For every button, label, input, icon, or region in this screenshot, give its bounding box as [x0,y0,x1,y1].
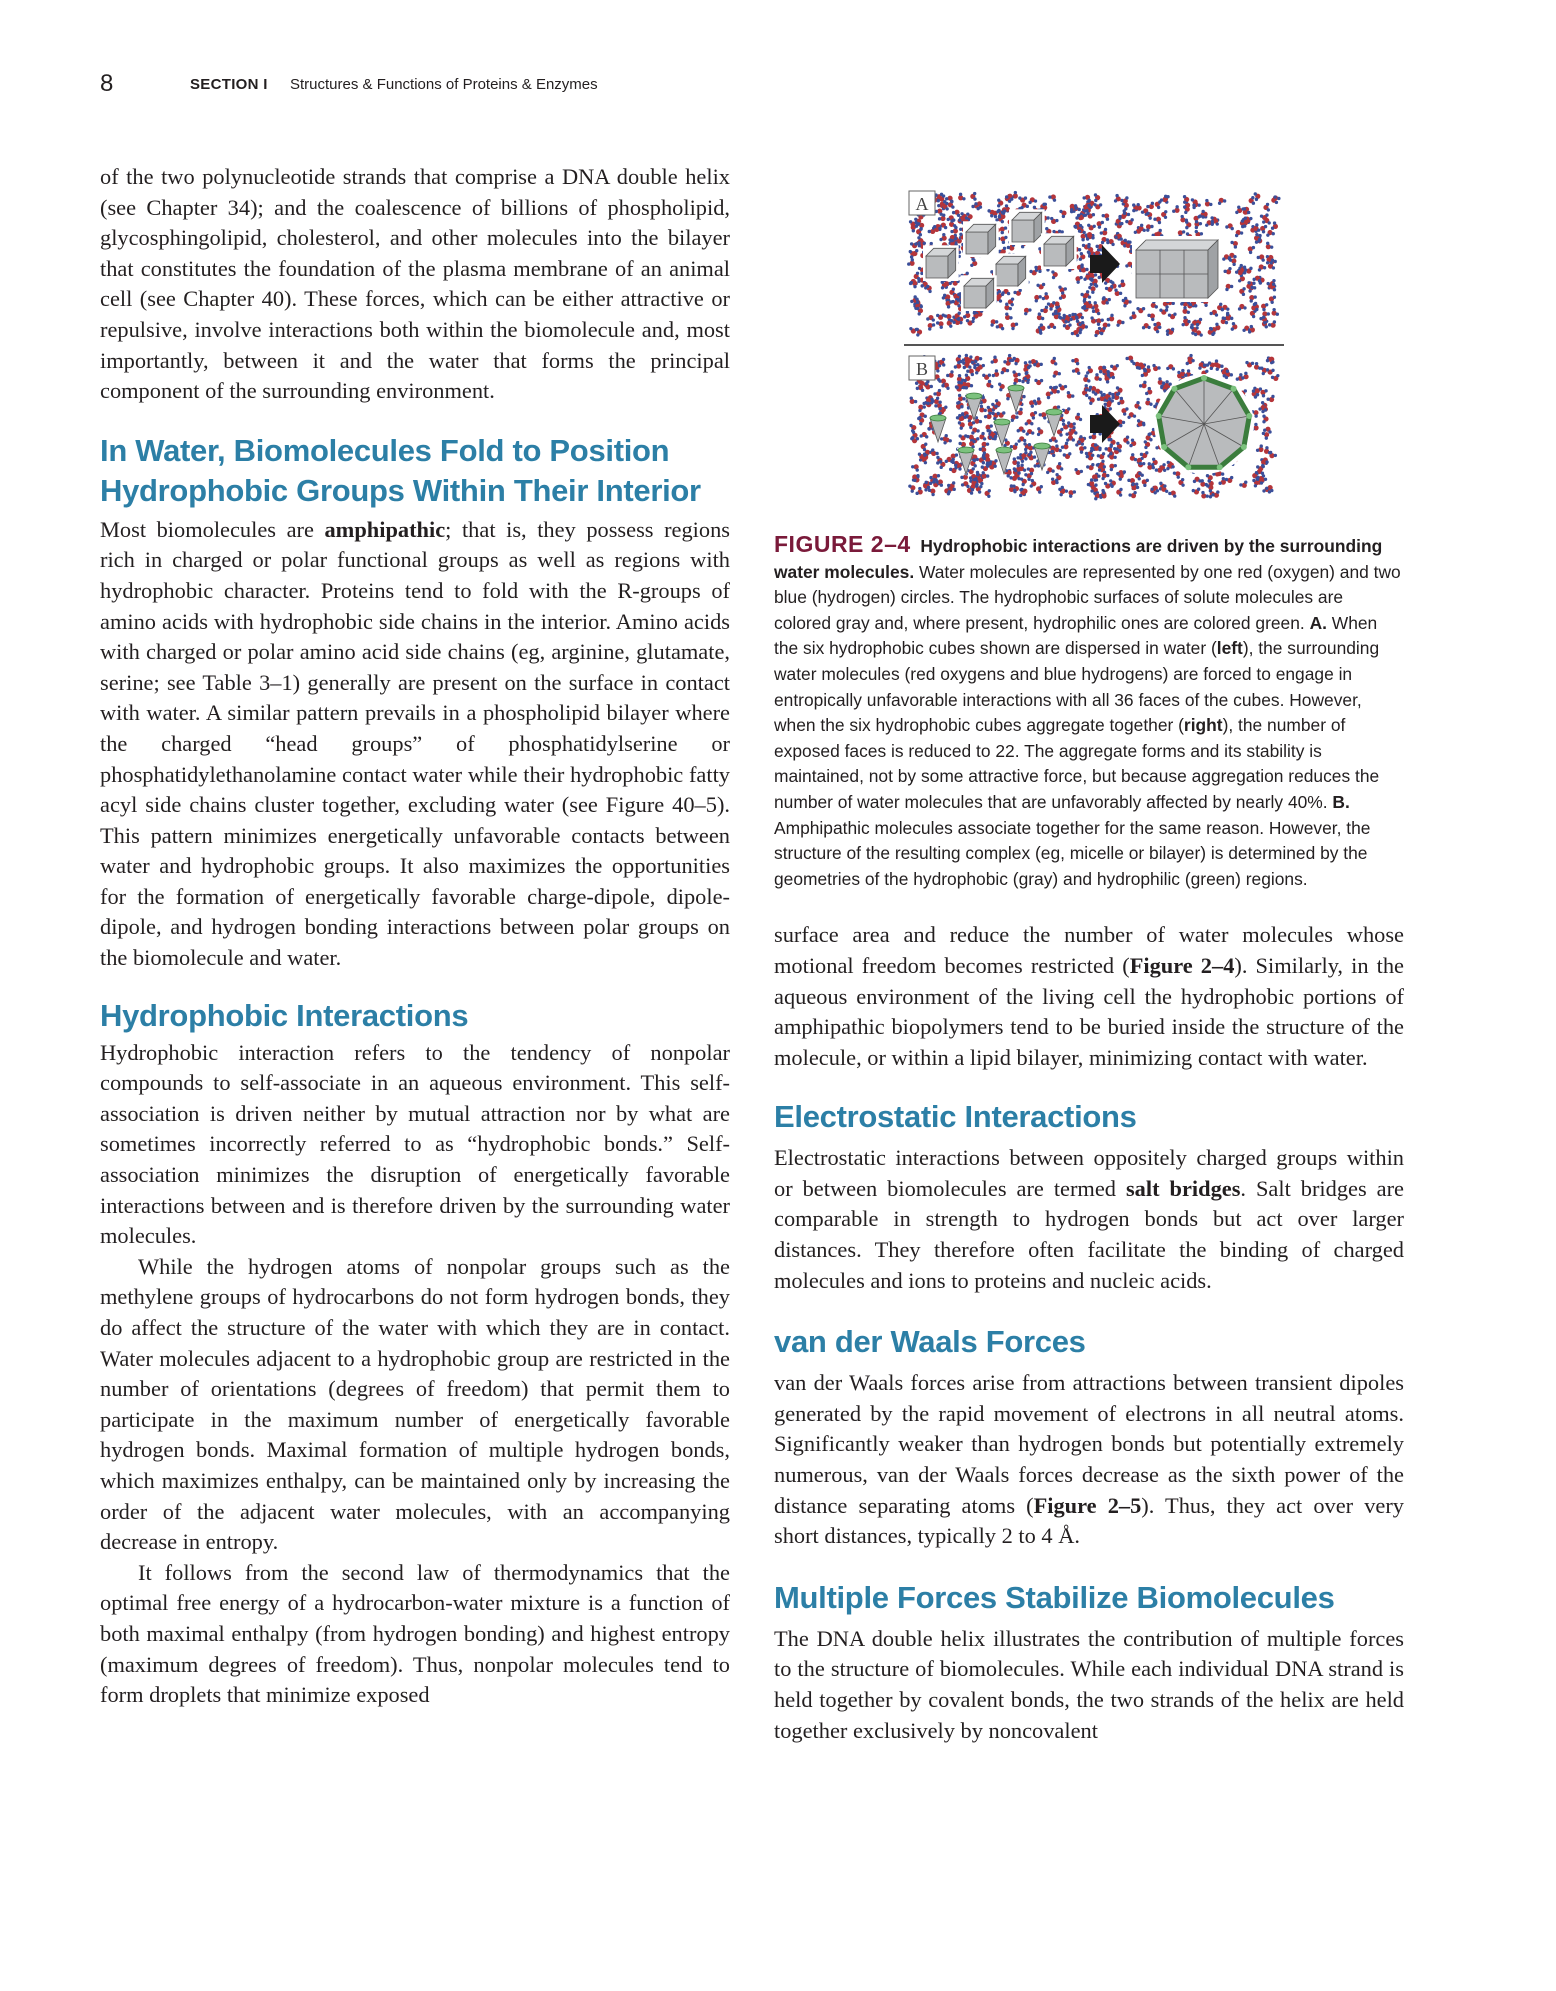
continued-paragraph: surface area and reduce the number of water molecules whose motional freedom becomes restricted (Figure 2–4). Similarly, in the aqueous environment of the living cell the hydrophobic portions of amphipathic biopolymers tend to be buried inside the structure of the molecule, or within a lipid bilayer, minimizing contact with water. [774,922,1404,1070]
water-molecule [998,383,1005,392]
water-molecule [1221,305,1230,311]
water-molecule [1102,322,1110,330]
water-molecule [971,427,980,434]
water-molecule [1102,366,1110,374]
water-molecule [1020,203,1029,210]
water-molecule [1094,443,1102,451]
heading-van-der-waals: van der Waals Forces [774,1324,1086,1360]
water-molecule [1263,203,1270,212]
water-molecule [1161,210,1167,219]
water-molecule [1059,291,1066,300]
water-molecule [1055,473,1061,482]
water-molecule [914,272,921,281]
water-molecule [928,489,936,497]
heading-electrostatic: Electrostatic Interactions [774,1099,1137,1135]
water-molecule [1011,323,1019,331]
water-molecule [1001,289,1010,296]
water-molecule [984,489,990,498]
water-molecule [1226,313,1234,321]
water-molecule [1269,296,1276,304]
water-molecule [948,200,955,209]
water-molecule [1051,270,1058,279]
water-molecule [1262,432,1269,440]
figure-ref-2-5: Figure 2–5 [1033,1492,1142,1518]
figure-label: FIGURE 2–4 [774,531,911,557]
water-molecule [979,447,987,455]
water-molecule [1017,426,1026,432]
water-molecule [1178,478,1184,487]
water-molecule [1125,356,1133,363]
water-molecule [1173,471,1181,479]
water-molecule [935,209,943,216]
water-molecule [1145,387,1152,395]
water-molecule [1080,265,1088,272]
water-molecule [1225,223,1234,230]
water-molecule [1152,364,1160,371]
water-molecule [1145,398,1152,406]
water-molecule [1105,285,1114,292]
water-molecule [1050,217,1059,224]
water-molecule [1271,221,1278,230]
water-molecule [1125,218,1134,225]
water-molecule [1250,309,1257,318]
hydrophobic-cube [923,245,959,281]
water-molecule [1127,412,1136,419]
water-molecule [1110,364,1119,371]
water-molecule [982,471,990,479]
water-molecule [1026,429,1035,436]
water-molecule [1118,212,1126,220]
water-molecule [910,396,918,404]
water-molecule [1238,304,1247,311]
fold-text-b: ; that is, they possess regions rich in charged or polar functional groups as well as regions with hydrophobic character. Proteins tend to fold with the R-groups of amino acids with hydrophobic side chains in the interior. Amino acids with charged or polar amino acid side chains (eg, arginine, glutamate, serine; see Table 3–1) generally are present on the surface in contact with water. A similar pattern prevails in a phospholipid bilayer where the charged “head groups” of phosphatidylserine or phosphatidylethanolamine contact water while their hydrophobic fatty acyl side chains cluster together, excluding water (see Figure 40–5). This pattern minimizes energetically unfavorable contacts between water and hydrophobic groups. It also maximizes the opportunities for the formation of energetically favorable charge-dipole, dipole-dipole, and hydrogen bonding interactions between polar groups on the biomolecule and water. [100,516,730,971]
hydrophobic-illustration [904,186,1284,504]
heading-multiple-forces: Multiple Forces Stabilize Biomolecules [774,1579,1335,1615]
water-molecule [1166,364,1175,371]
water-molecule [1159,308,1168,314]
water-molecule [1230,241,1238,249]
section-label: SECTION I [190,76,268,93]
water-molecule [1072,368,1080,375]
water-molecule [1056,462,1063,471]
water-molecule [1062,407,1071,414]
water-molecule [1102,213,1110,221]
water-molecule [1012,370,1020,377]
water-molecule [1050,357,1057,366]
water-molecule [1130,453,1137,461]
water-molecule [1142,323,1151,329]
water-molecule [1153,217,1161,225]
water-molecule [1077,435,1084,444]
water-molecule [1245,361,1254,368]
left-column [100,162,730,1711]
water-molecule [907,258,915,266]
hydro-paragraph-1: Hydrophobic interaction refers to the tendency of nonpolar compounds to self-associate in an aqueous environment. This self-association is driven neither by mutual attraction nor by what are sometimes incorrectly referred to as “hydrophobic bonds.” Self-association minimizes the disruption of energetically favorable interactions between and is therefore driven by the surrounding water molecules. [100,1039,730,1249]
arrow-icon [1090,245,1120,283]
water-molecule [954,361,962,369]
water-molecule [1066,435,1075,441]
section-title: Structures & Functions of Proteins & Enzymes [290,76,598,93]
water-molecule [1228,253,1237,260]
water-molecule [1116,488,1122,497]
water-molecule [981,464,990,471]
water-molecule [1059,210,1066,218]
water-molecule [946,370,954,378]
water-molecule [1030,411,1037,420]
term-amphipathic: amphipathic [324,516,446,542]
water-molecule [952,210,960,217]
water-molecule [1248,246,1255,254]
water-molecule [1260,389,1267,397]
water-molecule [1158,377,1166,385]
water-molecule [1086,212,1095,219]
water-molecule [1266,242,1274,250]
heading-hydrophobic: Hydrophobic Interactions [100,997,469,1033]
water-molecule [939,460,946,469]
water-molecule [918,405,926,413]
water-molecule [1209,310,1218,317]
water-molecule [1109,464,1117,472]
water-molecule [1231,322,1238,331]
water-molecule [1118,279,1125,287]
water-molecule [1047,323,1056,329]
water-molecule [1067,391,1075,399]
water-molecule [1115,442,1122,451]
water-molecule [947,319,954,328]
panel-b-label: B [915,359,929,379]
water-molecule [1037,427,1043,436]
water-molecule [1005,312,1013,320]
figure-2-4-illustration [904,186,1284,504]
water-molecule [1029,269,1038,276]
water-molecule [1168,313,1177,320]
water-molecule [982,374,991,380]
water-molecule [1079,252,1086,261]
water-molecule [1192,488,1201,495]
water-molecule [1135,472,1142,481]
water-molecule [916,228,923,237]
water-molecule [1136,307,1145,313]
water-molecule [1129,439,1136,448]
water-molecule [921,443,928,452]
water-molecule [1057,428,1064,437]
water-molecule [1146,224,1154,232]
water-molecule [1266,368,1275,374]
water-molecule [1068,490,1076,498]
water-molecule [1183,316,1191,324]
hydrophobic-cube [963,221,999,257]
water-molecule [1020,477,1027,486]
water-molecule [1086,366,1093,375]
water-molecule [948,486,956,493]
water-molecule [916,385,925,392]
water-molecule [1000,236,1007,244]
fold-paragraph [100,515,730,974]
water-molecule [1249,295,1257,303]
water-molecule [1258,264,1266,271]
water-molecule [1218,477,1226,485]
water-molecule [1097,452,1106,459]
water-molecule [1235,205,1242,214]
water-molecule [1120,196,1128,203]
water-molecule [1034,379,1043,385]
micelle [1154,374,1254,474]
water-molecule [997,199,1003,208]
water-molecule [1030,479,1037,488]
water-molecule [992,369,999,377]
water-molecule [1019,464,1026,472]
water-molecule [994,399,1001,408]
water-molecule [1172,205,1180,213]
water-molecule [1028,453,1036,460]
water-molecule [1134,401,1141,410]
water-molecule [1087,478,1095,486]
water-molecule [933,389,941,397]
figure-ref-2-4: Figure 2–4 [1129,952,1235,978]
water-molecule [965,414,972,422]
water-molecule [984,412,992,420]
water-molecule [1094,373,1102,381]
water-molecule [1017,436,1026,443]
water-molecule [996,323,1005,330]
water-molecule [957,374,965,382]
water-molecule [1075,276,1082,284]
water-molecule [1001,367,1010,374]
water-molecule [959,434,968,440]
water-molecule [1261,303,1268,311]
water-molecule [1268,320,1276,327]
water-molecule [1107,314,1115,322]
water-molecule [1071,358,1079,365]
water-molecule [1144,440,1151,449]
water-molecule [1039,412,1047,419]
water-molecule [915,487,922,495]
water-molecule [1000,226,1008,234]
water-molecule [1147,313,1155,321]
water-molecule [936,321,944,329]
water-molecule [1097,221,1104,229]
water-molecule [1013,378,1021,385]
water-molecule [1264,446,1271,454]
water-molecule [1139,381,1147,389]
hydrophobic-cube [1041,233,1077,269]
water-molecule [1088,396,1095,405]
fold-text-a: Most biomolecules are [100,516,325,542]
term-salt-bridges: salt bridges [1125,1175,1241,1201]
water-molecule [926,315,935,322]
water-molecule [1252,471,1259,480]
water-molecule [1074,468,1083,475]
water-molecule [1114,289,1122,296]
page-header [100,70,1400,100]
water-molecule [1249,196,1256,205]
water-molecule [1088,286,1095,294]
water-molecule [1097,393,1105,401]
water-molecule [936,313,945,319]
water-molecule [974,416,982,424]
water-molecule [1058,384,1067,391]
water-molecule [1100,228,1108,236]
water-molecule [1272,308,1280,316]
hydrophobic-cube [993,253,1029,289]
water-molecule [1075,413,1082,421]
water-molecule [1260,477,1268,485]
water-molecule [1168,490,1176,497]
figure-title: Hydrophobic interactions are driven by the surrounding water molecules. [774,536,1383,582]
water-molecule [958,421,965,430]
water-molecule [1013,289,1022,296]
hydrophobic-cube [1009,209,1045,245]
water-molecule [1254,362,1262,370]
water-molecule [1101,473,1109,480]
water-molecule [963,310,970,318]
water-molecule [961,481,970,488]
water-molecule [1036,485,1043,494]
water-molecule [1036,283,1045,290]
water-molecule [1262,414,1268,423]
water-molecule [1257,254,1265,261]
water-molecule [1028,197,1037,204]
water-molecule [1114,194,1121,203]
water-molecule [1256,444,1264,452]
water-molecule [1142,479,1149,487]
water-molecule [1093,203,1102,209]
water-molecule [1086,463,1094,470]
water-molecule [1087,224,1096,231]
water-molecule [1151,458,1158,467]
multiple-forces-paragraph: The DNA double helix illustrates the contribution of multiple forces to the structure of biomolecules. While each individual DNA strand is held together by covalent bonds, the two strands of the helix are held together exclusively by noncovalent [774,1625,1404,1743]
panel-a-label: A [915,194,929,214]
water-molecule [958,394,966,402]
water-molecule [1042,292,1049,300]
water-molecule [1018,196,1027,202]
right-column [774,164,1404,1746]
water-molecule [1061,442,1069,450]
water-molecule [1155,200,1162,209]
water-molecule [1123,436,1129,445]
hydrophobic-cube [961,275,997,311]
water-molecule [1063,323,1072,330]
water-molecule [916,328,923,337]
water-molecule [1239,481,1247,488]
water-molecule [1025,419,1034,425]
water-molecule [1205,199,1213,207]
water-molecule [1139,224,1146,232]
water-molecule [1193,477,1202,483]
water-molecule [1266,230,1275,237]
water-molecule [979,405,987,413]
water-molecule [1218,198,1226,205]
water-molecule [925,382,933,389]
water-molecule [1116,319,1124,326]
water-molecule [1046,467,1055,474]
water-molecule [1011,414,1019,421]
water-molecule [1008,297,1014,306]
page-number: 8 [100,70,114,97]
water-molecule [958,193,966,201]
water-molecule [1037,312,1045,320]
water-molecule [1048,194,1056,201]
water-molecule [962,354,969,362]
water-molecule [1083,374,1090,382]
water-molecule [1104,445,1112,452]
water-molecule [939,233,946,241]
water-molecule [1146,202,1154,210]
water-molecule [941,383,949,390]
cube-aggregate [1132,236,1222,302]
intro-paragraph: of the two polynucleotide strands that comprise a DNA double helix (see Chapter 34); and the coalescence of billions of phospholipid, glycosphingolipid, cholesterol, and other molecules into the bilayer that constitutes the foundation of the plasma membrane of an animal cell (see Chapter 40). These forces, which can be either attractive or repulsive, involve interactions both within the biomolecule and, most importantly, between it and the water that forms the principal component of the surrounding environment. [100,164,730,404]
water-molecule [1266,395,1274,402]
water-molecule [1201,491,1209,499]
figure-caption: FIGURE 2–4 Hydrophobic interactions are driven by the surrounding water molecules. Water molecules are represented by one red (oxygen) and two blue (hydrogen) circles. The hydrophobic surfaces of solute molecules are colored gray and, where present, hydrophilic ones are colored green. A. When the six hydrophobic cubes shown are dispersed in water (left), the surrounding water molecules (red oxygens and blue hydrogens) are forced to engage in entropically unfavorable interactions with all 36 faces of the cubes. However, when the six hydrophobic cubes aggregate together (right), the number of exposed faces is reduced to 22. The aggregate forms and its stability is maintained, not by some attractive force, but because aggregation reduces the number of water molecules that are unfavorably affected by nearly 40%. B. Amphipathic molecules associate together for the same reason. However, the structure of the resulting complex (eg, micelle or bilayer) is determined by the geometries of the hydrophobic (gray) and hydrophilic (green) regions. [774,531,1401,889]
electrostatic-paragraph: Electrostatic interactions between oppositely charged groups within or between biomolecules are termed salt bridges. Salt bridges are comparable in strength to hydrogen bonds but act over larger distances. They therefore often facilitate the binding of charged molecules and ions to proteins and nucleic acids. [774,1145,1404,1293]
water-molecule [928,323,936,331]
water-molecule [1254,192,1261,201]
water-molecule [974,356,982,363]
water-molecule [1183,195,1189,204]
water-molecule [1121,407,1128,415]
vdw-paragraph: van der Waals forces arise from attractions between transient dipoles generated by the rapid movement of electrons in all neutral atoms. Significantly weaker than hydrogen bonds but potentially extremely numerous, van der Waals forces decrease as the sixth power of the distance separating atoms (Figure 2–5). Thus, they act over very short distances, typically 2 to 4 Å. [774,1370,1405,1549]
water-molecule [1129,311,1136,319]
water-molecule [1271,374,1280,381]
water-molecule [1094,193,1100,202]
water-molecule [1053,370,1061,377]
water-molecule [991,356,998,364]
water-molecule [1239,287,1246,296]
water-molecule [1082,388,1088,397]
water-molecule [979,432,986,441]
water-molecule [1054,444,1062,452]
water-molecule [1225,476,1234,483]
water-molecule [1223,267,1231,274]
water-molecule [920,432,929,439]
water-molecule [911,464,919,472]
water-molecule [1180,215,1188,223]
water-molecule [1260,225,1267,234]
water-molecule [1235,230,1243,237]
water-molecule [1063,452,1072,459]
water-molecule [970,192,976,201]
water-molecule [1160,195,1168,203]
water-molecule [986,380,993,388]
heading-fold: In Water, Biomolecules Fold to Position Hydrophobic Groups Within Their Interior [100,432,701,508]
water-molecule [963,374,970,383]
water-molecule [908,484,915,492]
water-molecule [1225,284,1233,291]
water-molecule [1238,274,1245,283]
water-molecule [1024,308,1032,316]
water-molecule [931,448,939,456]
water-molecule [1034,295,1042,303]
hydro-paragraph-3: It follows from the second law of thermodynamics that the optimal free energy of a hydrocarbon-water mixture is a function of both maximal enthalpy (from hydrogen bonding) and highest entropy (maximum degrees of freedom). Thus, nonpolar molecules tend to form droplets that minimize exposed [100,1559,730,1708]
water-molecule [1128,491,1136,498]
water-molecule [1046,391,1053,399]
hydro-paragraph-2: While the hydrogen atoms of nonpolar groups such as the methylene groups of hydrocarbons do not form hydrogen bonds, they do affect the structure of the water with which they are in contact. Water molecules adjacent to a hydrophobic group are restricted in the number of orientations (degrees of freedom) that permit them to participate in the maximum number of energetically favorable hydrogen bonds. Maximal formation of multiple hydrogen bonds, which maximizes enthalpy, can be maintained only by increasing the order of the adjacent water molecules, with an accompanying decrease in entropy. [100,1253,730,1555]
water-molecule [1049,436,1058,443]
water-molecule [1040,306,1048,314]
